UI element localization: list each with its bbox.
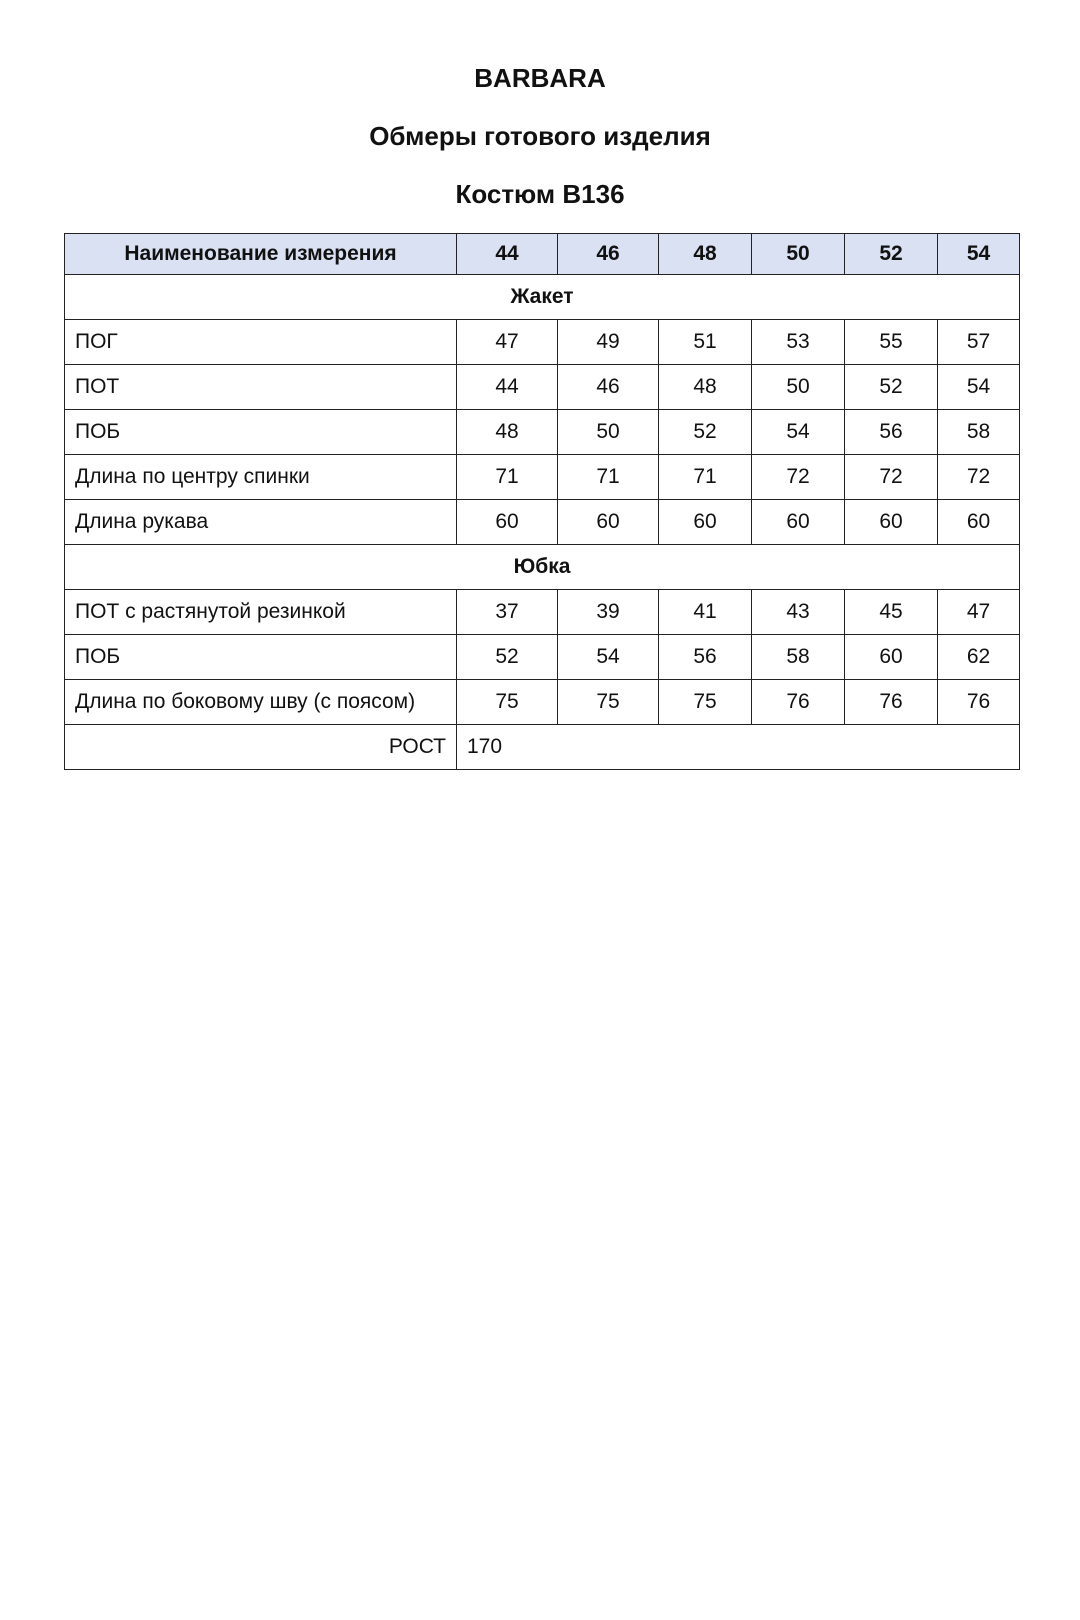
header-row bbox=[65, 234, 1020, 275]
section-title-skirt: Юбка bbox=[65, 545, 1020, 590]
measurement-value: 60 bbox=[558, 500, 659, 545]
header-measurement-name: Наименование измерения bbox=[65, 234, 457, 275]
measurement-value: 75 bbox=[457, 680, 558, 725]
measurement-value: 57 bbox=[938, 320, 1020, 365]
measurement-value: 71 bbox=[659, 455, 752, 500]
measurement-name: Длина по боковому шву (с поясом) bbox=[65, 680, 457, 725]
measurement-value: 50 bbox=[752, 365, 845, 410]
measurement-value: 48 bbox=[659, 365, 752, 410]
header-size: 54 bbox=[938, 234, 1020, 275]
measurement-value: 47 bbox=[938, 590, 1020, 635]
table-row bbox=[65, 680, 1020, 725]
height-value: 170 bbox=[457, 725, 1020, 770]
header-size: 44 bbox=[457, 234, 558, 275]
measurement-value: 72 bbox=[938, 455, 1020, 500]
measurement-value: 54 bbox=[558, 635, 659, 680]
measurement-value: 44 bbox=[457, 365, 558, 410]
table-row bbox=[65, 635, 1020, 680]
measurement-value: 52 bbox=[457, 635, 558, 680]
measurement-value: 45 bbox=[845, 590, 938, 635]
measurement-name: ПОТ bbox=[65, 365, 457, 410]
measurements-table bbox=[64, 233, 1020, 770]
section-row bbox=[65, 275, 1020, 320]
measurement-value: 71 bbox=[457, 455, 558, 500]
measurement-value: 75 bbox=[659, 680, 752, 725]
measurement-value: 46 bbox=[558, 365, 659, 410]
height-row bbox=[65, 725, 1020, 770]
measurement-value: 43 bbox=[752, 590, 845, 635]
measurement-name: ПОБ bbox=[65, 410, 457, 455]
brand-title: BARBARA bbox=[474, 63, 606, 93]
header-size: 46 bbox=[558, 234, 659, 275]
measurement-value: 60 bbox=[457, 500, 558, 545]
measurement-value: 48 bbox=[457, 410, 558, 455]
table-row bbox=[65, 320, 1020, 365]
header-size: 52 bbox=[845, 234, 938, 275]
measurement-name: Длина рукава bbox=[65, 500, 457, 545]
measurement-value: 76 bbox=[938, 680, 1020, 725]
document-subtitle: Обмеры готового изделия bbox=[369, 121, 711, 151]
section-row bbox=[65, 545, 1020, 590]
measurement-value: 60 bbox=[845, 500, 938, 545]
measurement-value: 55 bbox=[845, 320, 938, 365]
table-row bbox=[65, 590, 1020, 635]
measurement-value: 52 bbox=[659, 410, 752, 455]
measurement-value: 75 bbox=[558, 680, 659, 725]
product-title: Костюм В136 bbox=[455, 179, 625, 209]
measurement-name: ПОГ bbox=[65, 320, 457, 365]
measurement-value: 56 bbox=[845, 410, 938, 455]
height-label: РОСТ bbox=[65, 725, 457, 770]
measurement-value: 41 bbox=[659, 590, 752, 635]
table-row bbox=[65, 455, 1020, 500]
measurement-value: 58 bbox=[752, 635, 845, 680]
measurement-value: 76 bbox=[845, 680, 938, 725]
measurement-value: 54 bbox=[752, 410, 845, 455]
header-size: 50 bbox=[752, 234, 845, 275]
measurement-value: 60 bbox=[938, 500, 1020, 545]
measurement-value: 62 bbox=[938, 635, 1020, 680]
table-row bbox=[65, 365, 1020, 410]
measurement-value: 50 bbox=[558, 410, 659, 455]
measurement-value: 60 bbox=[659, 500, 752, 545]
measurement-value: 56 bbox=[659, 635, 752, 680]
table-row bbox=[65, 410, 1020, 455]
measurement-name: Длина по центру спинки bbox=[65, 455, 457, 500]
measurement-value: 60 bbox=[845, 635, 938, 680]
measurement-name: ПОТ с растянутой резинкой bbox=[65, 590, 457, 635]
table-row bbox=[65, 500, 1020, 545]
measurement-value: 72 bbox=[752, 455, 845, 500]
measurement-value: 51 bbox=[659, 320, 752, 365]
measurement-value: 49 bbox=[558, 320, 659, 365]
measurement-value: 76 bbox=[752, 680, 845, 725]
measurement-value: 60 bbox=[752, 500, 845, 545]
measurement-value: 53 bbox=[752, 320, 845, 365]
header-size: 48 bbox=[659, 234, 752, 275]
measurement-value: 39 bbox=[558, 590, 659, 635]
section-title-jacket: Жакет bbox=[65, 275, 1020, 320]
measurement-value: 37 bbox=[457, 590, 558, 635]
measurement-value: 58 bbox=[938, 410, 1020, 455]
measurement-value: 71 bbox=[558, 455, 659, 500]
measurement-value: 52 bbox=[845, 365, 938, 410]
measurement-value: 54 bbox=[938, 365, 1020, 410]
measurement-value: 72 bbox=[845, 455, 938, 500]
measurement-value: 47 bbox=[457, 320, 558, 365]
measurement-name: ПОБ bbox=[65, 635, 457, 680]
